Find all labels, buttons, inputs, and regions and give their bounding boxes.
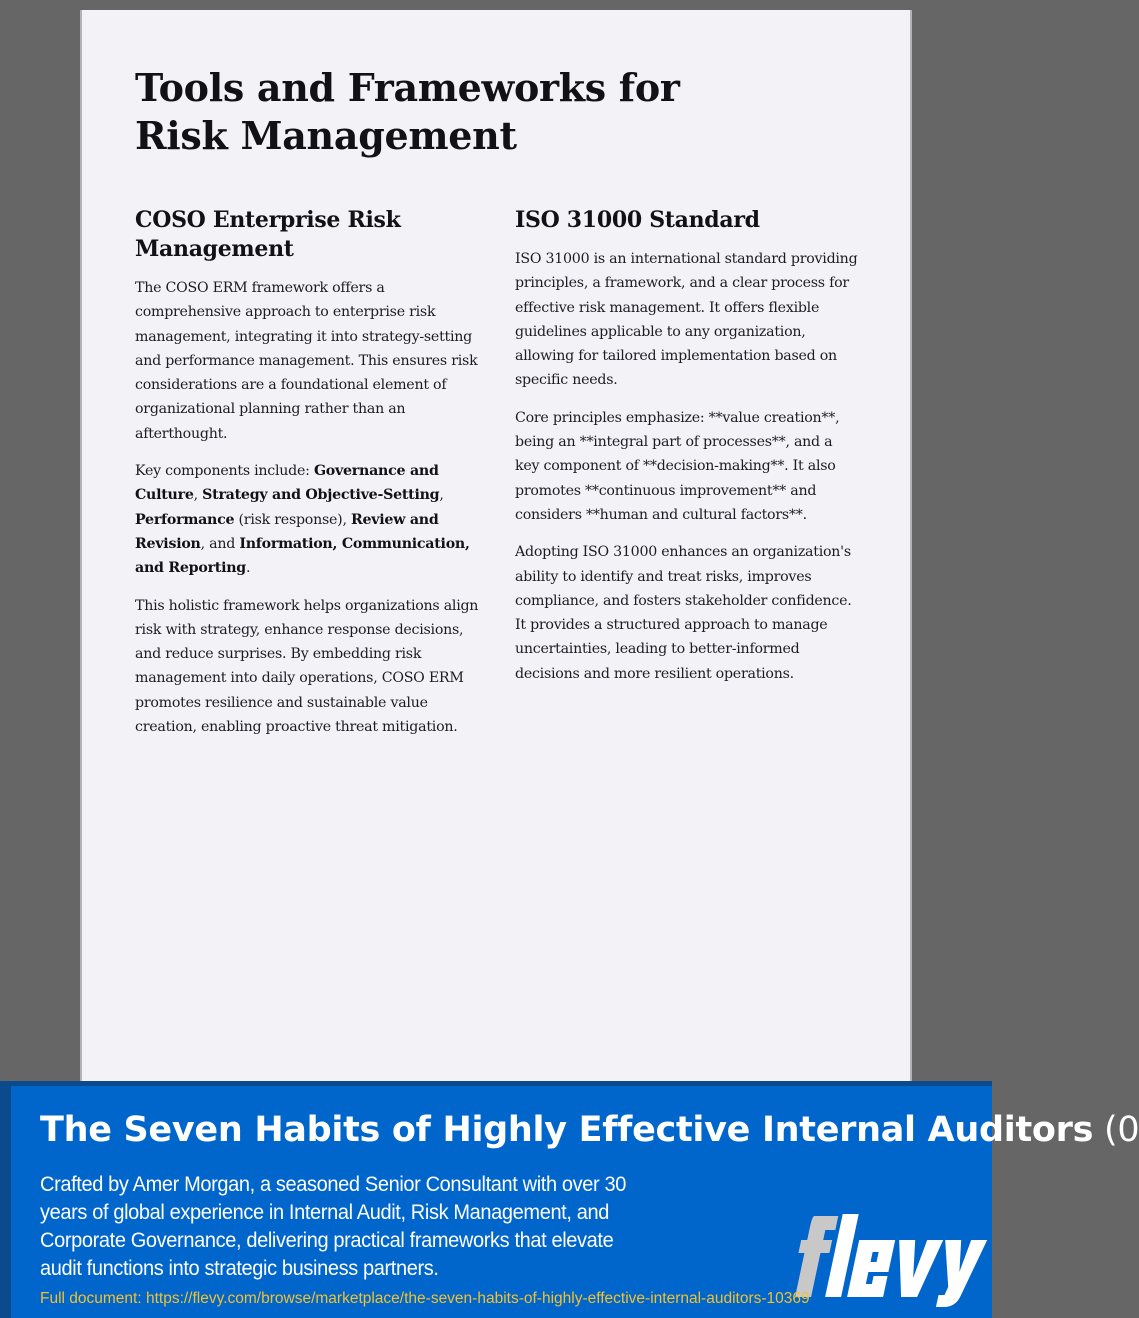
iso-31000-section xyxy=(515,206,860,699)
component-strategy: Strategy and Objective-Setting xyxy=(202,487,440,504)
banner-title xyxy=(40,1108,1139,1152)
document-page xyxy=(80,10,912,1090)
component-information: Information, Communication, and Reporting xyxy=(135,535,470,577)
flevy-logo-icon xyxy=(786,1208,976,1298)
text: , and xyxy=(200,535,240,552)
section-heading: COSO Enterprise Risk Management xyxy=(135,207,401,262)
paragraph: This holistic framework helps organizations align risk with strategy, enhance response decisions, and reduce surprises. By embedding risk management into daily operations, COSO ERM promotes resilience and sustainable value creation, enabling proactive threat mitigation. xyxy=(135,597,479,736)
text: Key components include: xyxy=(135,463,314,480)
banner-title-suffix: (0 xyxy=(1093,1110,1139,1150)
full-document-link[interactable]: Full document: https://flevy.com/browse/marketplace/the-seven-habits-of-highly-effective-internal-auditors-10369 xyxy=(40,1290,810,1307)
paragraph: Adopting ISO 31000 enhances an organization's ability to identify and treat risks, improves compliance, and fosters stakeholder confidence. It provides a structured approach to manage uncertainties, leading to better-informed decisions and more resilient operations. xyxy=(515,544,852,682)
page-title: Tools and Frameworks for Risk Management xyxy=(135,65,680,158)
component-governance: Governance and Culture xyxy=(135,463,439,504)
paragraph: Core principles emphasize: **value creation**, being an **integral part of processes**, and a key component of **decision-making**. It also promotes **continuous improvement** and considers **human and cultural factors**. xyxy=(515,409,840,523)
section-heading: ISO 31000 Standard xyxy=(515,207,760,233)
banner-content xyxy=(11,1086,1139,1318)
coso-erm-section xyxy=(135,206,480,752)
banner-title-text: The Seven Habits of Highly Effective Internal Auditors xyxy=(40,1110,1094,1150)
text: (risk response), xyxy=(234,511,351,528)
text: . xyxy=(245,560,251,577)
key-components-paragraph xyxy=(135,459,480,580)
promo-banner xyxy=(0,1081,1139,1318)
component-performance: Performance xyxy=(135,511,235,528)
text: , xyxy=(439,487,444,504)
paragraph: ISO 31000 is an international standard providing principles, a framework, and a clear process for effective risk management. It offers flexible guidelines applicable to any organization, allowing for tailored implementation based on specific needs. xyxy=(515,251,858,389)
component-review: Review and Revision xyxy=(135,511,439,552)
paragraph: The COSO ERM framework offers a comprehensive approach to enterprise risk management, integrating it into strategy-setting and performance management. This ensures risk considerations are a foundational element of organizational planning rather than an afterthought. xyxy=(135,280,478,442)
banner-description: Crafted by Amer Morgan, a seasoned Senior Consultant with over 30 years of global experience in Internal Audit, Risk Management, and Corporate Governance, delivering practical frameworks that elevate audit functions into strategic business partners. xyxy=(40,1172,627,1280)
text: , xyxy=(193,487,203,504)
